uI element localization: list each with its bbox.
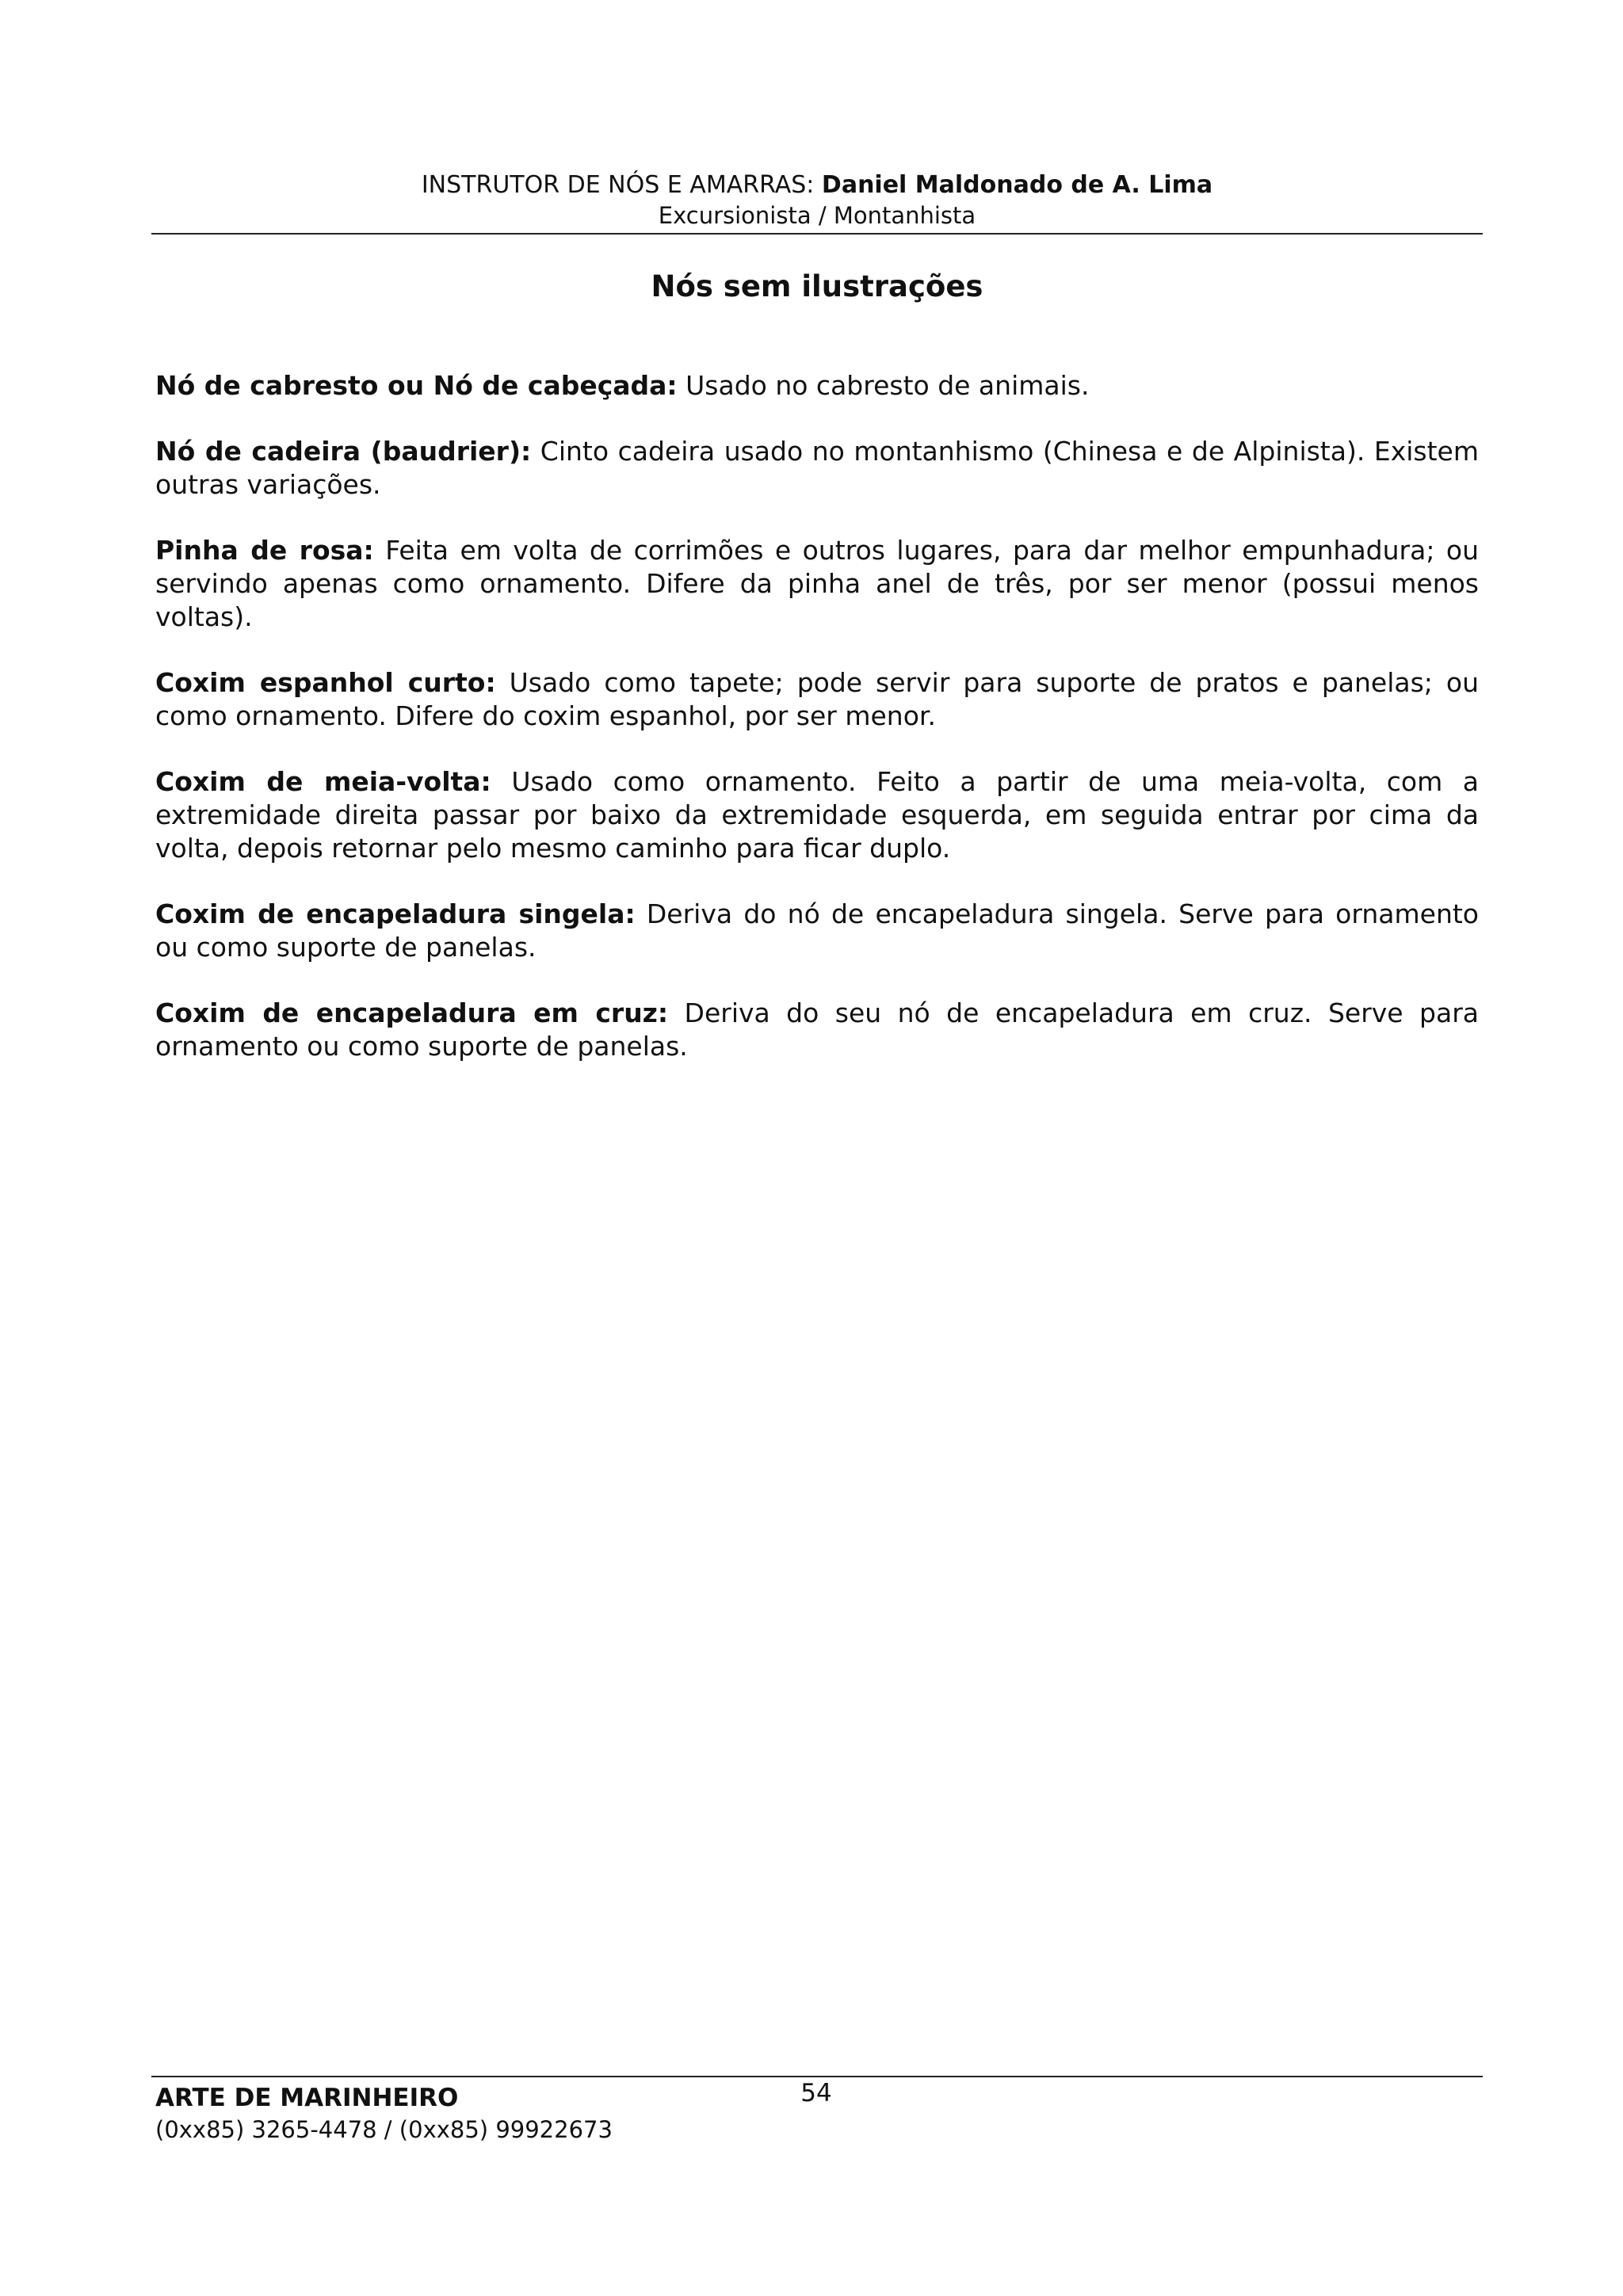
knot-description: Deriva do nó de encapeladura singela. Serve para ornamento ou como suporte de panelas.: [155, 898, 1479, 963]
knot-entry: [155, 765, 1479, 865]
knot-entry: [155, 898, 1479, 964]
knot-description: Usado no cabresto de animais.: [677, 370, 1090, 401]
knot-description: Cinto cadeira usado no montanhismo (Chinesa e de Alpinista). Existem outras variações.: [155, 436, 1479, 500]
knot-entries: [155, 369, 1479, 1096]
knot-term: Nó de cadeira (baudrier):: [155, 436, 532, 467]
knot-description: Usado como ornamento. Feito a partir de uma meia-volta, com a extremidade direita passar por baixo da extremidade esquerda, em seguida entrar por cima da volta, depois retornar pelo mesmo caminho para ficar duplo.: [155, 766, 1479, 864]
knot-entry: [155, 997, 1479, 1063]
header-author: Daniel Maldonado de A. Lima: [821, 171, 1213, 199]
knot-term: Coxim de meia-volta:: [155, 766, 491, 797]
page-footer: [155, 2082, 869, 2145]
header-prefix: INSTRUTOR DE NÓS E AMARRAS:: [421, 171, 822, 199]
knot-description: Usado como tapete; pode servir para suporte de pratos e panelas; ou como ornamento. Difere do coxim espanhol, por ser menor.: [155, 667, 1479, 731]
knot-entry: [155, 435, 1479, 502]
header-divider: [151, 233, 1483, 235]
page-number: 54: [800, 2079, 832, 2107]
knot-description: Feita em volta de corrimões e outros lugares, para dar melhor empunhadura; ou servindo apenas como ornamento. Difere da pinha anel de três, por ser menor (possui menos voltas).: [155, 535, 1480, 632]
knot-entry: [155, 534, 1479, 634]
page-title: Nós sem ilustrações: [651, 269, 983, 303]
knot-term: Pinha de rosa:: [155, 535, 374, 566]
footer-title: ARTE DE MARINHEIRO: [155, 2084, 459, 2112]
header-line: [151, 170, 1483, 201]
knot-entry: [155, 666, 1479, 733]
knot-description: Deriva do seu nó de encapeladura em cruz. Serve para ornamento ou como suporte de panelas.: [155, 997, 1479, 1062]
knot-term: Nó de cabresto ou Nó de cabeçada:: [155, 370, 678, 401]
knot-term: Coxim de encapeladura em cruz:: [155, 997, 669, 1028]
knot-term: Coxim espanhol curto:: [155, 667, 496, 698]
knot-term: Coxim de encapeladura singela:: [155, 898, 636, 929]
header-subtitle: Excursionista / Montanhista: [658, 202, 976, 229]
page-header: [151, 170, 1483, 230]
footer-phone: (0xx85) 3265-4478 / (0xx85) 99922673: [155, 2116, 613, 2143]
knot-entry: [155, 369, 1479, 402]
